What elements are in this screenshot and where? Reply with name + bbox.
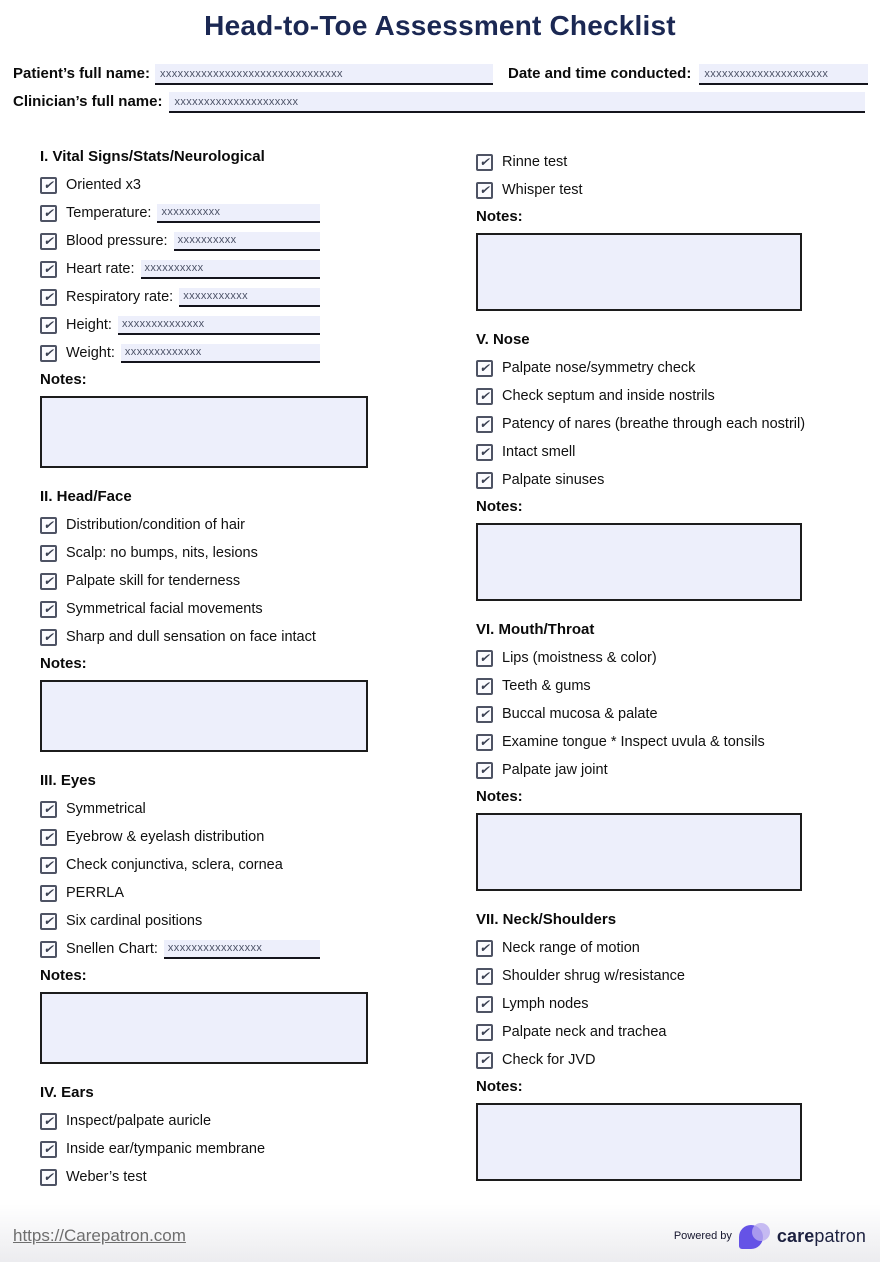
header-row-2	[13, 92, 865, 113]
item-input-value: xxxxxxxxxxxxxxxx	[167, 942, 263, 954]
checkbox-checked[interactable]: ✔	[476, 1052, 493, 1069]
item-label: Eyebrow & eyelash distribution	[66, 829, 265, 845]
checkbox-checked[interactable]: ✔	[476, 968, 493, 985]
checklist-item	[476, 760, 802, 780]
checkbox-checked[interactable]: ✔	[40, 629, 57, 646]
checklist-item	[476, 442, 802, 462]
checkbox-checked[interactable]: ✔	[476, 388, 493, 405]
section-heading: V. Nose	[476, 331, 530, 348]
item-label: Sharp and dull sensation on face intact	[66, 629, 316, 645]
item-input-value: xxxxxxxxxx	[177, 234, 237, 246]
checkbox-checked[interactable]: ✔	[476, 762, 493, 779]
item-label: Respiratory rate:	[66, 289, 174, 305]
logo-dot-shape	[752, 1223, 770, 1241]
checklist-item	[40, 1139, 368, 1159]
checklist-item	[40, 799, 368, 819]
section-heading: IV. Ears	[40, 1084, 94, 1101]
wordmark-bold: care	[776, 1225, 815, 1246]
notes-box[interactable]	[476, 523, 802, 601]
checkbox-checked[interactable]: ✔	[476, 940, 493, 957]
checkbox-checked[interactable]: ✔	[476, 706, 493, 723]
checkbox-checked[interactable]: ✔	[40, 317, 57, 334]
item-label: Inspect/palpate auricle	[66, 1113, 212, 1129]
item-label: Intact smell	[502, 444, 576, 460]
checklist-item	[476, 386, 802, 406]
clinician-name-label: Clinician’s full name:	[13, 93, 163, 110]
notes-label: Notes:	[40, 655, 87, 672]
page-title: Head-to-Toe Assessment Checklist	[204, 10, 676, 41]
item-label: Teeth & gums	[502, 678, 591, 694]
checklist-item	[476, 704, 802, 724]
checklist-item	[40, 203, 368, 223]
checkbox-checked[interactable]: ✔	[40, 829, 57, 846]
checklist-item	[476, 1050, 802, 1070]
checkbox-checked[interactable]: ✔	[40, 177, 57, 194]
date-time-value: xxxxxxxxxxxxxxxxxxxxx	[704, 67, 829, 80]
item-label: Snellen Chart:	[66, 941, 158, 957]
checklist-item	[476, 938, 802, 958]
checklist-item	[40, 343, 368, 363]
checkbox-checked[interactable]: ✔	[40, 1113, 57, 1130]
checkbox-checked[interactable]: ✔	[40, 233, 57, 250]
carepatron-link[interactable]: https://Carepatron.com	[13, 1226, 186, 1245]
checkbox-checked[interactable]: ✔	[476, 360, 493, 377]
patient-name-input[interactable]	[155, 64, 493, 85]
checklist-item	[476, 180, 802, 200]
checklist-item	[476, 732, 802, 752]
item-input-value: xxxxxxxxxxxxxx	[121, 318, 205, 330]
checkbox-checked[interactable]: ✔	[40, 1169, 57, 1186]
checklist-item	[476, 966, 802, 986]
checklist-item	[476, 676, 802, 696]
clinician-name-input[interactable]	[169, 92, 865, 113]
item-input[interactable]	[121, 344, 320, 363]
checkbox-checked[interactable]: ✔	[476, 996, 493, 1013]
item-input[interactable]	[157, 204, 320, 223]
wordmark-rest: patron	[814, 1225, 866, 1246]
item-input-value: xxxxxxxxxx	[161, 206, 221, 218]
section-heading: VII. Neck/Shoulders	[476, 911, 617, 928]
section-heading: II. Head/Face	[40, 488, 132, 505]
checkbox-checked[interactable]: ✔	[476, 444, 493, 461]
checkbox-checked[interactable]: ✔	[40, 913, 57, 930]
patient-name-value: xxxxxxxxxxxxxxxxxxxxxxxxxxxxxxx	[159, 67, 343, 80]
item-label: Blood pressure:	[66, 233, 168, 249]
item-label: Palpate skill for tenderness	[66, 573, 241, 589]
checklist-item	[476, 358, 802, 378]
checklist-item	[476, 1022, 802, 1042]
notes-label: Notes:	[40, 967, 87, 984]
item-label: Lips (moistness & color)	[502, 650, 657, 666]
item-label: Whisper test	[502, 182, 583, 198]
checkbox-checked[interactable]: ✔	[40, 261, 57, 278]
item-label: Check conjunctiva, sclera, cornea	[66, 857, 283, 873]
notes-label: Notes:	[40, 371, 87, 388]
carepatron-wordmark	[777, 1226, 866, 1247]
checkbox-checked[interactable]: ✔	[40, 517, 57, 534]
checklist-item	[476, 470, 802, 490]
notes-box[interactable]	[40, 396, 368, 468]
checklist-item	[40, 1167, 368, 1187]
checkbox-checked[interactable]: ✔	[40, 205, 57, 222]
patient-name-label: Patient’s full name:	[13, 65, 150, 82]
right-column	[476, 140, 806, 1181]
date-time-input[interactable]	[699, 64, 868, 85]
checklist-item	[476, 152, 802, 172]
item-label: Heart rate:	[66, 261, 135, 277]
item-label: Scalp: no bumps, nits, lesions	[66, 545, 258, 561]
checkbox-checked[interactable]: ✔	[476, 1024, 493, 1041]
notes-label: Notes:	[476, 1078, 523, 1095]
item-label: Inside ear/tympanic membrane	[66, 1141, 266, 1157]
checkbox-checked[interactable]: ✔	[40, 601, 57, 618]
notes-box[interactable]	[476, 813, 802, 891]
item-input-value: xxxxxxxxxx	[144, 262, 204, 274]
checkbox-checked[interactable]: ✔	[40, 857, 57, 874]
notes-label: Notes:	[476, 788, 523, 805]
checklist-item	[40, 259, 368, 279]
item-label: Distribution/condition of hair	[66, 517, 245, 533]
checklist-item	[40, 231, 368, 251]
item-label: Temperature:	[66, 205, 152, 221]
carepatron-logo-icon	[739, 1223, 770, 1250]
item-input[interactable]	[141, 260, 321, 279]
checkbox-checked[interactable]: ✔	[476, 734, 493, 751]
section-heading: VI. Mouth/Throat	[476, 621, 595, 638]
checklist-item	[40, 883, 368, 903]
checkbox-checked[interactable]: ✔	[476, 650, 493, 667]
left-column	[40, 140, 368, 1195]
checkbox-checked[interactable]: ✔	[40, 1141, 57, 1158]
checklist-item	[476, 648, 802, 668]
checkbox-checked[interactable]: ✔	[476, 678, 493, 695]
item-input-value: xxxxxxxxxxx	[183, 290, 249, 302]
item-label: PERRLA	[66, 885, 125, 901]
item-label: Height:	[66, 317, 112, 333]
checkbox-checked[interactable]: ✔	[476, 472, 493, 489]
item-label: Check for JVD	[502, 1052, 596, 1068]
checklist-item	[40, 571, 368, 591]
notes-box[interactable]	[40, 992, 368, 1064]
notes-label: Notes:	[476, 208, 523, 225]
item-label: Shoulder shrug w/resistance	[502, 968, 685, 984]
checkbox-checked[interactable]: ✔	[40, 801, 57, 818]
item-label: Rinne test	[502, 154, 568, 170]
section-heading: I. Vital Signs/Stats/Neurological	[40, 148, 265, 165]
checkbox-checked[interactable]: ✔	[40, 573, 57, 590]
checklist-item	[40, 627, 368, 647]
checklist-item	[40, 543, 368, 563]
checkbox-checked[interactable]: ✔	[40, 545, 57, 562]
item-label: Weight:	[66, 345, 115, 361]
item-label: Palpate neck and trachea	[502, 1024, 667, 1040]
item-label: Examine tongue * Inspect uvula & tonsils	[502, 734, 765, 750]
checkbox-checked[interactable]: ✔	[476, 416, 493, 433]
item-input[interactable]	[118, 316, 320, 335]
item-label: Lymph nodes	[502, 996, 589, 1012]
item-input-value: xxxxxxxxxxxxx	[124, 346, 202, 358]
notes-box[interactable]	[476, 1103, 802, 1181]
item-label: Check septum and inside nostrils	[502, 388, 715, 404]
item-label: Symmetrical facial movements	[66, 601, 263, 617]
checkbox-checked[interactable]: ✔	[476, 182, 493, 199]
date-time-label: Date and time conducted:	[507, 65, 692, 82]
checkbox-checked[interactable]: ✔	[40, 289, 57, 306]
item-label: Neck range of motion	[502, 940, 640, 956]
item-label: Six cardinal positions	[66, 913, 203, 929]
item-label: Weber’s test	[66, 1169, 147, 1185]
notes-box[interactable]	[476, 233, 802, 311]
item-label: Oriented x3	[66, 177, 141, 193]
section-heading: III. Eyes	[40, 772, 96, 789]
checkbox-checked[interactable]: ✔	[40, 941, 57, 958]
checklist-item	[40, 939, 368, 959]
checkbox-checked[interactable]: ✔	[476, 154, 493, 171]
notes-box[interactable]	[40, 680, 368, 752]
checkbox-checked[interactable]: ✔	[40, 885, 57, 902]
checklist-item	[476, 414, 806, 434]
item-label: Palpate nose/symmetry check	[502, 360, 696, 376]
checklist-item	[40, 599, 368, 619]
checklist-item	[40, 827, 368, 847]
item-label: Symmetrical	[66, 801, 146, 817]
item-label: Palpate jaw joint	[502, 762, 608, 778]
checklist-item	[40, 287, 368, 307]
item-input[interactable]	[174, 232, 320, 251]
checklist-item	[40, 315, 368, 335]
footer	[0, 1204, 880, 1262]
item-label: Patency of nares (breathe through each nostril)	[502, 416, 806, 432]
checklist-item	[476, 994, 802, 1014]
checklist-item	[40, 855, 368, 875]
item-label: Palpate sinuses	[502, 472, 605, 488]
item-input[interactable]	[179, 288, 320, 307]
checklist-item	[40, 515, 368, 535]
checklist-item	[40, 175, 368, 195]
checklist-item	[40, 1111, 368, 1131]
item-input[interactable]	[164, 940, 320, 959]
powered-by-label: Powered by	[673, 1230, 732, 1242]
checkbox-checked[interactable]: ✔	[40, 345, 57, 362]
checklist-item	[40, 911, 368, 931]
item-label: Buccal mucosa & palate	[502, 706, 658, 722]
header-row-1	[13, 64, 868, 85]
powered-by-badge[interactable]	[674, 1223, 866, 1250]
clinician-name-value: xxxxxxxxxxxxxxxxxxxxx	[174, 95, 299, 108]
notes-label: Notes:	[476, 498, 523, 515]
